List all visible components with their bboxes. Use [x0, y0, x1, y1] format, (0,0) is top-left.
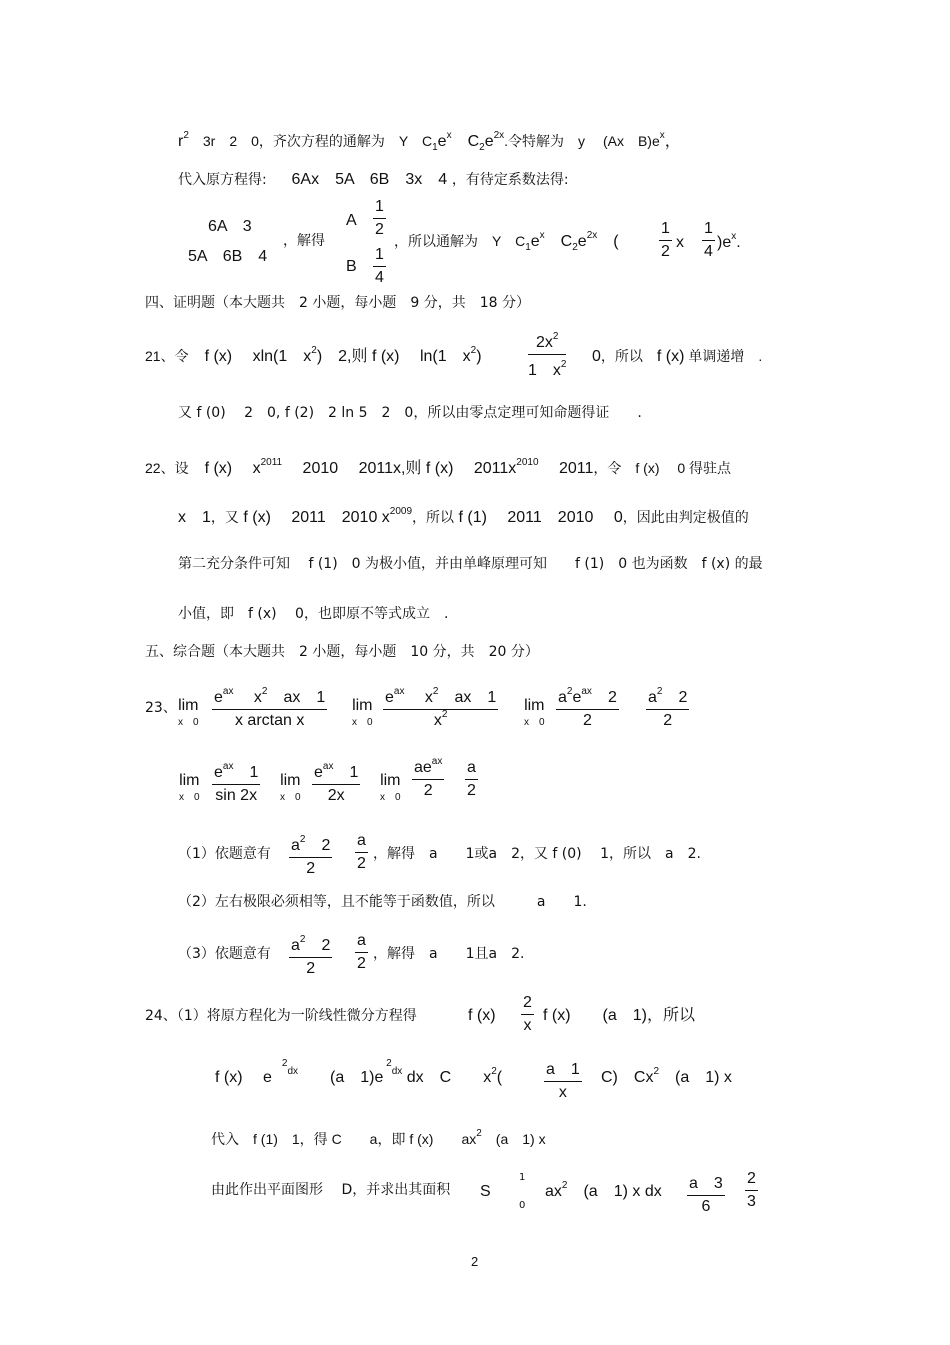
- q24-l1-tail: f (x) (a 1)，所以: [543, 1007, 696, 1024]
- limit-2: lim x 0: [352, 697, 373, 728]
- q21-conclusion: 0，所以 f (x) 单调递增 .: [592, 348, 763, 365]
- general-solution: ，所以通解为 Y $C_1e^x$ $C_2e^{2x}$ (: [394, 230, 619, 254]
- q21-fraction: $2x^2$ 1 $x^2$: [528, 331, 567, 379]
- integral-lower: 0: [519, 1200, 526, 1211]
- q23-frac-3: $a^2e^{ax}$ 2 2: [558, 686, 617, 729]
- q24-frac-a1x: a 1 x: [544, 1056, 582, 1102]
- q22-line-1: 22、设 f (x) $x^{2011}$ 2010 2011x,则 f (x) $2011x^{2010}$ 2011，令 f (x) 0 得驻点: [145, 457, 732, 477]
- coef-B: B: [346, 258, 357, 275]
- q24-fprime: f (x): [468, 1007, 496, 1024]
- char-equation-line: $r^2$ 3r 2 0，齐次方程的通解为 Y $C_1e^x$ $C_2e^{2x}$.令特解为 y (Ax $B)e^x$，: [178, 130, 681, 154]
- q23-part-3-label: （3）依题意有: [178, 946, 271, 962]
- fraction-quarter: 1 4: [375, 246, 384, 286]
- page-number: 2: [471, 1254, 479, 1269]
- q24-substitute: 代入 f (1) 1，得 C a，即 f (x) $ax^2$ (a 1) x: [211, 1128, 546, 1147]
- q23-p1-frac-a: $a^2$ 2 2: [291, 834, 331, 877]
- integral-upper: 1: [519, 1172, 526, 1183]
- system-eq-1: 6A 3: [208, 218, 252, 235]
- q22-line-4: 小值，即 f (x) 0，也即原不等式成立 .: [178, 606, 449, 622]
- q23-frac-8: a 2: [467, 759, 476, 799]
- x-term: x: [676, 234, 684, 251]
- q24-integrand: $ax^2$ (a 1) x dx: [545, 1180, 662, 1200]
- q23-p3-frac-a: $a^2$ 2 2: [291, 934, 331, 977]
- section-4-title: 四、证明题（本大题共 2 小题，每小题 9 分，共 18 分）: [145, 295, 530, 311]
- coef-A: A: [346, 212, 357, 229]
- q24-formula-tail: C) Cx$^2$ (a 1) x: [585, 1066, 732, 1086]
- solve-label: ，解得: [283, 233, 325, 249]
- q23-frac-1: $e^{ax}$ $x^2$ ax 1 x arctan x: [214, 686, 326, 729]
- exp-end: )$e^x$.: [717, 231, 741, 251]
- q23-p3-frac-b: a 2: [357, 932, 366, 972]
- q24-formula: f (x) e $^{^2dx}$ (a 1)e $^{^2dx}$ dx C $x^2$(: [215, 1058, 503, 1086]
- fraction-quarter-2: 1 4: [704, 220, 713, 260]
- limit-6: lim x 0: [380, 772, 401, 803]
- q22-line-2: x 1，又 f (x) 2011 2010 $x^{2009}$，所以 f (1) 2011 2010 0，因此由判定极值的: [178, 506, 749, 526]
- q21-line-1: 21、令 f (x) xln(1 $x^2$) 2,则 f (x) ln(1 $x^2$): [145, 345, 482, 365]
- q23-label: 23、: [145, 700, 177, 716]
- q23-frac-2: $e^{ax}$ $x^2$ ax 1 $x^2$: [385, 686, 497, 729]
- q23-frac-5: $e^{ax}$ 1 sin 2x: [214, 761, 259, 804]
- q23-frac-4: $a^2$ 2 2: [648, 686, 688, 729]
- q23-part-1-label: （1）依题意有: [178, 846, 271, 862]
- substitute-line: 代入原方程得: 6Ax 5A 6B 3x 4 ，有待定系数法得:: [178, 171, 569, 188]
- limit-5: lim x 0: [280, 772, 301, 803]
- q23-p1-frac-b: a 2: [357, 832, 366, 872]
- q24-label: 24、（1）将原方程化为一阶线性微分方程得: [145, 1008, 417, 1024]
- q24-frac-2x: 2 x: [523, 994, 532, 1034]
- system-eq-2: 5A 6B 4: [188, 248, 268, 265]
- limit-1: lim x 0: [178, 697, 199, 728]
- q23-part-2: （2）左右极限必须相等，且不能等于函数值，所以 a 1.: [178, 894, 587, 910]
- q24-area-S: S: [480, 1183, 491, 1200]
- q24-area-text: 由此作出平面图形 D，并求出其面积: [211, 1182, 451, 1198]
- fraction-half: 1 2: [375, 198, 384, 238]
- limit-4: lim x 0: [179, 772, 200, 803]
- q23-part-1-tail: ，解得 a 1或a 2，又 f (0) 1，所以 a 2.: [373, 846, 701, 862]
- q24-frac-a3: a 3 6: [687, 1170, 725, 1216]
- q23-frac-6: $e^{ax}$ 1 2x: [314, 761, 359, 804]
- q21-line-2: 又 f (0) 2 0, f (2) 2 ln 5 2 0，所以由零点定理可知命题得证 .: [178, 405, 642, 421]
- q23-part-3-tail: ，解得 a 1且a 2.: [373, 946, 525, 962]
- fraction-half-2: 1 2: [661, 220, 670, 260]
- section-5-title: 五、综合题（本大题共 2 小题，每小题 10 分，共 20 分）: [145, 644, 539, 660]
- q22-line-3: 第二充分条件可知 f (1) 0 为极小值，并由单峰原理可知 f (1) 0 也为函数 f (x) 的最: [178, 556, 763, 572]
- q24-frac-23: 2 3: [747, 1170, 756, 1210]
- q23-frac-7: $ae^{ax}$ 2: [414, 756, 443, 799]
- limit-3: lim x 0: [524, 697, 545, 728]
